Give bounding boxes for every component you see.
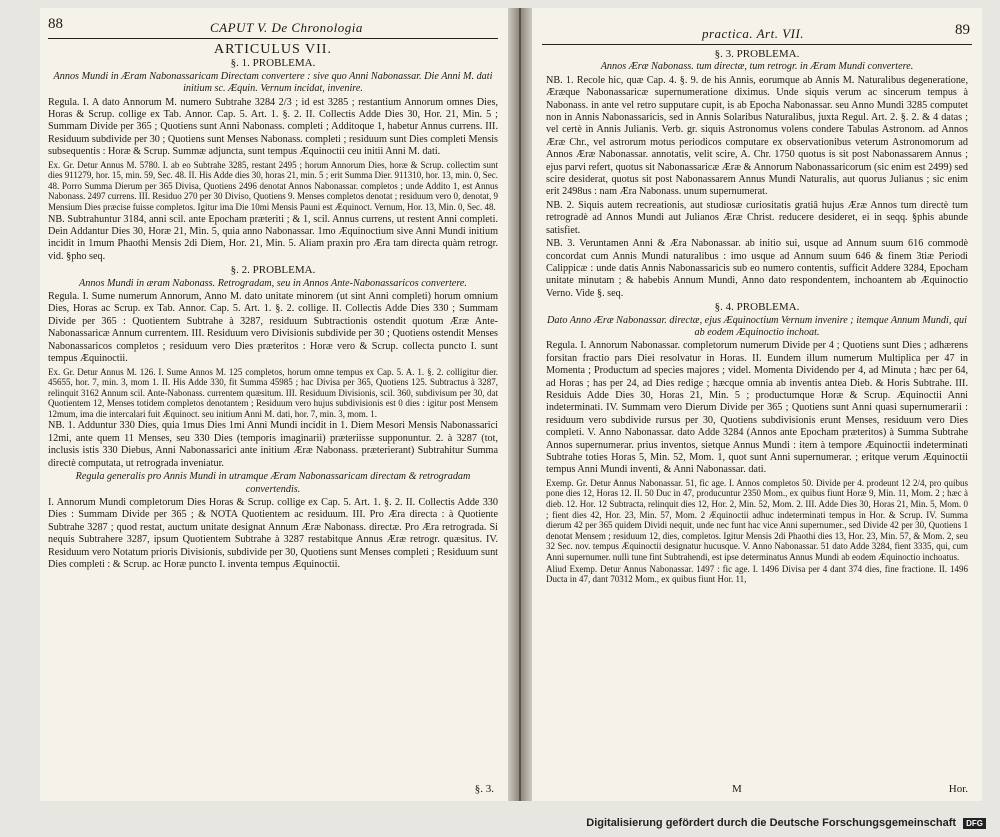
exemplum-1: Ex. Gr. Detur Annus M. 5780. I. ab eo Subtrahe 3285, restant 2495 ; horum Annorum Dies, horæ & Scrup. collectim sunt dies 911279, hor. 15, min. 59, Sec. 48. II. His Adde dies 30, horas 21, min. 5 ; erit Summa Dier. 911310, hor. 13, min. 0, Sec. 48. Porro Summa Dierum per 365 Divisa, Quotiens 2496 denotat Annos Nabonassar. completos ; unde Addito 1, est Annus Nabonass. 2497 currens. III. Residuo 270 per 30 Diviso, Quotiens 9. Menses completos denotat ; residuum vero 0, denotat, 9 Mensium Dies præcise fuisse completos. Igitur ima Die 10mi Mensis Pauni est Æquinoct. Vernum, Hor. 13, Min. 0, Sec. 48. xyxy=(48,159,498,213)
left-page xyxy=(40,8,508,801)
article-title: ARTICULUS VII. xyxy=(214,42,332,57)
running-head-right: practica. Art. VII. xyxy=(702,26,805,41)
section-heading-3: §. 3. PROBLEMA. xyxy=(714,48,800,60)
problem-2: Annos Mundi in æram Nabonass. Retrogradam, seu in Annos Ante-Nabonassaricos convertere. xyxy=(79,277,467,289)
exemplum-2: Ex. Gr. Detur Annus M. 126. I. Sume Annos M. 125 completos, horum omne tempus ex Cap. 5. A. 1. §. 2. colligitur dier. 45655, hor. 7, min. 3, mom 1. II. His Adde 330, fit Summa 45985 ; hac Divisa per 365, Quotiens 125. Subtractus à 3287, relinquit 3162 Annum scil. Ante-Nabonass. currentem quæsitum. III. Residuum Divisionis, scil. 360, subdivisum per 30, dat Quotientem 12, Menses totidem completos denotantem ; Residuum vero hujus subdivisionis est 0 dies : igitur post Mensem 12mum, ima die intercalari fuit Æquinoct. seu initium Anni M. dati, hor. 7, min. 3, mom. 1. xyxy=(48,366,498,419)
section-heading-4: §. 4. PROBLEMA. xyxy=(714,301,800,314)
right-text-column xyxy=(546,48,968,586)
regula-2: Regula. I. Sume numerum Annorum, Anno M. dato unitate minorem (ut sint Anni completi) horum omnium Dies, Horas ac Scrup. ex Tab. Annor. Cap. 5. Art. 1. §. 2. collige. II. Collectis Adde Dies 330 ; Summam Divide per 365 : Quotientem Subtrahe à 3287, residuum Subtractionis ostendit quotum Æræ Ante-Nabonassaricæ Annum currentem. III. Residuum vero Divisionis subdivide per 30 ; Quotiens ostendit Menses Nabonassaricos completos ; residuum vero Dies præteritos : Horæ vero & Scrup. collecta puncto I. sunt tempus Æquinoctii. xyxy=(48,291,498,365)
nota-bene-r1: NB. 1. Recole hic, quæ Cap. 4. §. 9. de his Annis, eorumque ab Annis M. Naturalibus degeneratione, Æræque Nabonassaricæ supernumeratione diximus. Unde siquis verum ac sincerum tempus à Nabonass. in ante vel retro supputare cupit, is ab Epocha Nabonassar. seu Anno Mundi 3285 computet non in Annis Nabonassaricis, sed in Annis Solaribus Naturalibus, juxta Regul. Art. 2. §. 2. & 4 datas ; vel certè in Annis Julianis. Verb. gr. siquis Astronomus volens condere Tabulas Astronom. ad Annos Æræ Chr., vel astrorum motus periodicos computare ex observationibus veterum Astronomorum ad Annos Æræ Nabonassar. annotatis, velit scire, A. Chr. 1750 quotus is sit post Nabonassarem Annus ; ejus parvi refert, quotus sit Nabonassaricæ Æræ & Annorum Nabonassaricorum (sic enim est 2499) sed scire desiderat, quotus sit post Nabonassarem Annus Mundi Naturalis, aut quorus Julianus ; sic enim erit 2498us : nam Æra Nabonass. unum supernumerat. xyxy=(546,74,968,198)
page-number-left: 88 xyxy=(48,16,63,32)
signature-mark: M xyxy=(732,783,742,795)
exemplum-4: Exemp. Gr. Detur Annus Nabonassar. 51, fic age. I. Annos completos 50. Divide per 4. prodeunt 12 2/4, pro quibus pone dies 12, Horas 12. II. 50 Duc in 47, producuntur 2350 Mom., ex quibus fiunt Horæ 9, Min. 11, Mom. 2 ; hæc à dieb. 12. Hor. 12 Subtracta, relinquit dies 12, Hor. 2, Min. 52, Mom. 2. III. Adde Dies 30, Horas 21, Min. 5, Mom. 0 ; fient dies 42, Hor. 23, Min. 57, Mom. 2 Æquinoctii adhuc indeterminati tempus in Hor. & Scrup. IV. Summa dierum 42 per 365 quidem Dividi nequit, unde nec funt hac vice Anni supernumer., sed Divide 42 per 30, Quotiens 1 denotat Mensem ; residuum 12, dies, completos. Igitur Mensis 2di Phaothi dies 13, Hor. 23, Min. 57, & Mom. 2, seu 32 Sec. nov. tempus Æquinoctii designatur hucusque. V. Anno Nabonassar. 51 dato Adde 3284, fient 3335, qui, cum Anni supernumer. nulli tune fint Subtrahendi, est ipse determinatus Annus Mundi ab eodem Æquinoctio inchoatus. xyxy=(546,477,968,562)
section-heading-2: §. 2. PROBLEMA. xyxy=(230,264,316,277)
nota-bene-r2: NB. 2. Siquis autem recreationis, aut studiosæ curiositatis gratiâ hujus Æræ Annos tum directè tum retrogradè ad Annos Mundi aut Julianos Æræ Christ. reducere desideret, ei in seqq. §phis abunde satisfiet. xyxy=(546,199,968,236)
head-rule-right xyxy=(542,44,972,45)
aliud-exemplum: Aliud Exemp. Detur Annus Nabonassar. 1497 : fic age. I. 1496 Divisa per 4 dant 374 dies, fine fractione. II. 1496 Ducta in 47, dant 70312 Mom., ex quibus fiunt Hor. 11, xyxy=(546,563,968,585)
problem-4: Dato Anno Æræ Nabonassar. directæ, ejus Æquinoctium Vernum invenire ; itemque Annum Mundi, qui ab eodem Æquinoctio inchoat. xyxy=(547,314,967,338)
page-number-right: 89 xyxy=(955,22,970,38)
left-text-column xyxy=(48,44,498,572)
catchword-right: Hor. xyxy=(948,783,968,795)
book-gutter xyxy=(508,8,532,801)
head-rule-left xyxy=(48,38,498,39)
running-head-left: CAPUT V. De Chronologia xyxy=(210,20,363,35)
digitization-credit xyxy=(586,817,986,829)
credit-text: Digitalisierung gefördert durch die Deutsche Forschungsgemeinschaft xyxy=(586,817,957,829)
regula-generalis-heading: Regula generalis pro Annis Mundi in utramque Æram Nabonassaricam directam & retrogradam convertendis. xyxy=(75,471,471,495)
regula-4: Regula. I. Annorum Nabonassar. completorum numerum Divide per 4 ; Quotiens sunt Dies ; adhærens forsitan fractio pars Diei resolvatur in Horas. II. Eundem illum numerum Multiplica per 47 in Momenta ; Productum ad species majores ; videl. Momenta Dividendo per 4, ad Minuta ; hæc per 64, ad Horas ; has per 24, ad Dies redige ; hæcque omnia ab inventis antea Dieb. & Horis Subtrahe. III. Residuis Adde Dies 30, Horas 21, Min. 5 ; productumque Horæ & Scrup. Æquinoctii Anni indeterminati. IV. Summam vero Dierum Divide per 365 ; Quotiens sunt Anni quasi supernumerarii : residuum vero subdivide rursus per 30, Quotiens subdivisionis erunt Menses, residuum vero Dies completi. V. Anno Nabonassar. dato Adde 3284 (Annos ante Epocham præteritos) à Summa Subtrahe Annos supernumerar. prius inventos, sietque Annus Mundi : item à tempore Æquinoctii indeterminati Subtrahe toties Horas 5, Min. 52, Mom. 1, quot sunt Anni supernumerar. ; eritque verum Æquinoctii tempus Anni Mundi inventi, & Anni Nabonassar. dati. xyxy=(546,340,968,476)
nota-bene-1: NB. Subtrahuntur 3184, anni scil. ante Epocham præteriti ; & 1, scil. Annus currens, ut restent Anni completi. Dein Addantur Dies 30, Horæ 21, Min. 5, quia anno Nabonassar. 1mo Æquinoctium sive Anni Mundi initium incidit in 1mum Phaothi Mensis 2di Diem, Hor. 21, Min. 5. Aliam praxin pro Æra tam directa quàm retrogr. vid. §pho seq. xyxy=(48,213,498,262)
right-page xyxy=(532,8,982,801)
catchword-left: §. 3. xyxy=(474,783,494,795)
regula-1: Regula. I. A dato Annorum M. numero Subtrahe 3284 2/3 ; id est 3285 ; restantium Annorum omnes Dies, Horas & Scrup. collige ex Tab. Annor. Cap. 5. Art. 1. §. 2. II. Collectis Adde Dies 30, Hor. 21, Min. 5 ; Summam Divide per 365 ; Quotiens sunt Anni Nabonass. completi ; Additoque 1, habetur Annus currens. III. Residuum subdivide per 30 ; Quotiens sunt Menses Nabonass. completi ; residuum sunt Dies completi Mensis subsequentis : Horæ & Scrup. Summæ adjuncta, sunt tempus Æquinoctii ceu initii Anni M. dati. xyxy=(48,96,498,158)
problem-1: Annos Mundi in Æram Nabonassaricam Directam convertere : sive quo Anni Nabonassar. Die Anni M. dati initium sc. Æquin. Vernum incidat, invenire. xyxy=(53,70,493,95)
nota-bene-r3: NB. 3. Veruntamen Anni & Æra Nabonassar. ab initio sui, usque ad Annum suum 616 commodè concordat cum Annis Mundi naturalibus : imo usque ad Annum suum 646 & finem 3tiæ Periodi Calippicæ : unde datis Annis Nabonassaricis sub eo numero contentis, sufficit Addere 3284, Epocham unitate minutam ; & habebis Annum Mundi, Anno dato respondentem, inchoantem ab Æquinoctio Verno. Vide §. seq. xyxy=(546,238,968,299)
dfg-logo: DFG xyxy=(963,818,986,829)
nota-bene-2: NB. 1. Adduntur 330 Dies, quia 1mus Dies 1mi Anni Mundi incidit in 1. Diem Mesori Mensis Nabonassarici 12mi, ante quem 11 Menses, seu 330 Dies (temporis imaginarii) præteriisse supponuntur. 2. à 3287 (tot, inclusis istis 330 Diebus, Anni Nabonassarici ante initium Æræ Nabonass. præterierant) Subtrahitur Summa directè computata, ut retrograda inveniatur. xyxy=(48,420,498,469)
problem-3: Annos Æræ Nabonass. tum directæ, tum retrogr. in Æram Mundi convertere. xyxy=(600,61,914,73)
section-heading-1: §. 1. PROBLEMA. xyxy=(230,57,316,70)
regula-generalis-body: I. Annorum Mundi completorum Dies Horas & Scrup. collige ex Cap. 5. Art. 1. §. 2. II. Collectis Adde 330 Dies : Summam Divide per 365 ; & NOTA Quotientem ac residuum. III. Pro Æra directa : à Quotiente Subtrahe 3287 ; quod restat, auctum unitate designat Annum Æræ Nabonass. directæ. Pro Æra retrograda. Si nequis Subtrahere 3287, ipsum Quotientem Subtrahe à 3287 restabitque Annus Æræ retrogr. quæsitus. IV. Residuum vero Notatum prioris Divisionis, subdivide per 30, Quotiens sunt Menses completi ; Residuum sunt Dies completi : & Scrup. ac Horæ puncto I. inventa tempus Æquinoctii. xyxy=(48,496,498,570)
